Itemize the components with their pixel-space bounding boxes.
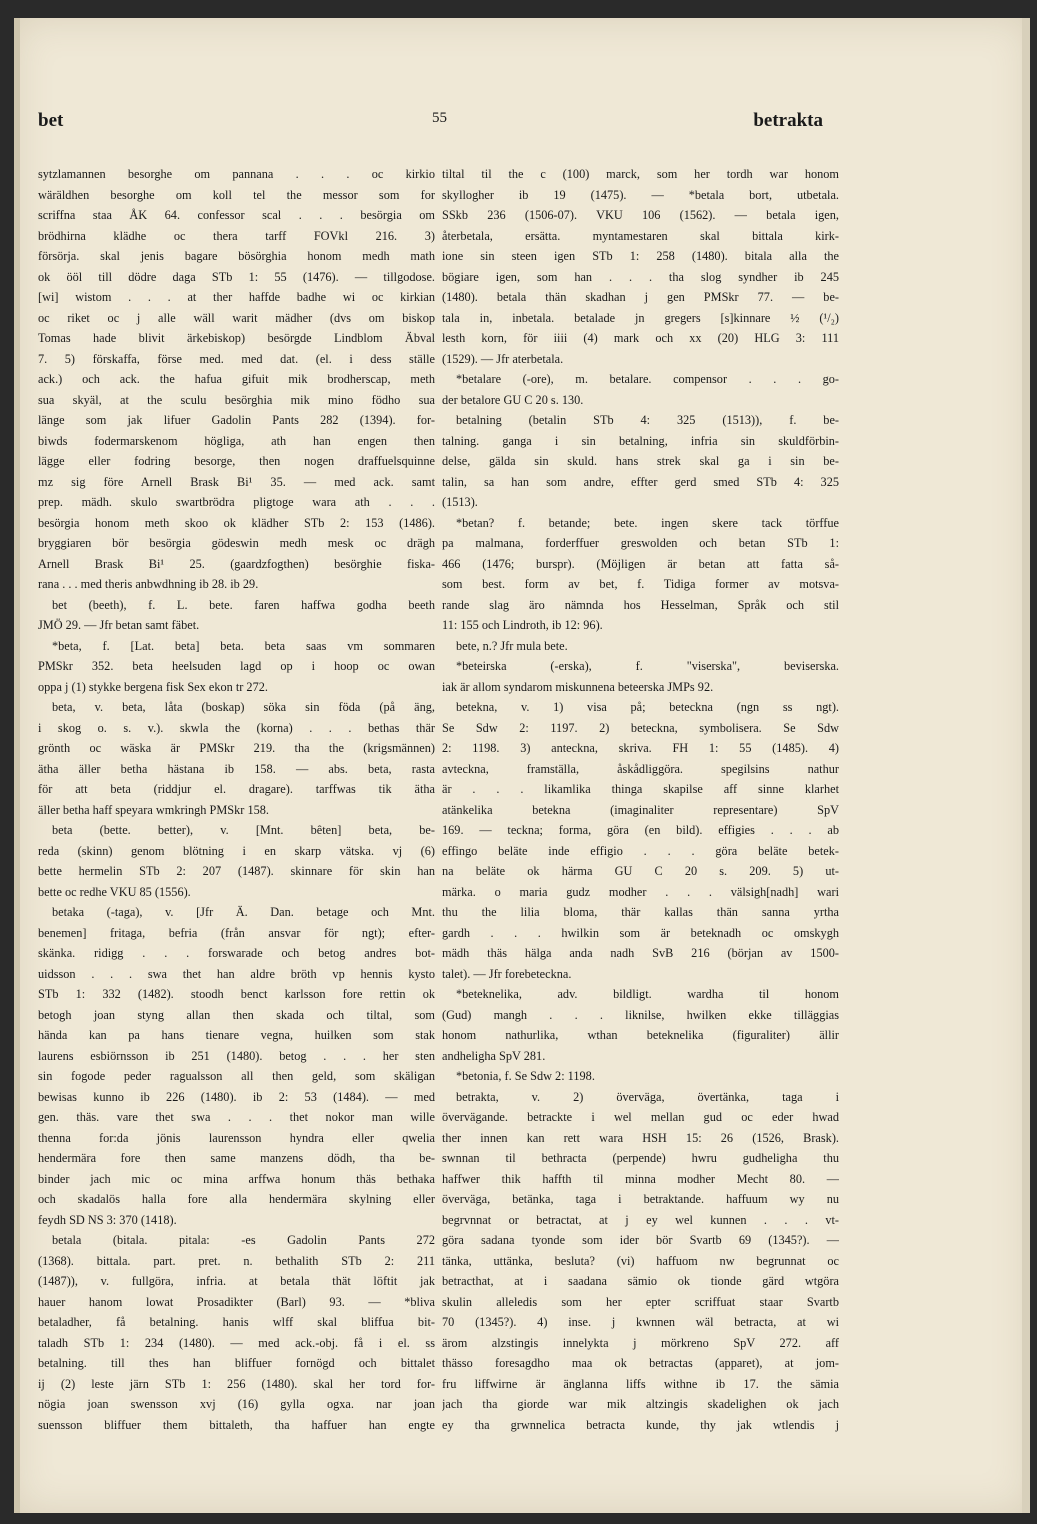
- text-line: göra sadana tyonde som ider bör Svartb 69 (1345?). —: [442, 1233, 839, 1247]
- text-line: tänka, uttänka, besluta? (vi) haffuom nw begrunnat oc: [442, 1253, 839, 1268]
- text-line: thu the lilia bloma, thär kallas thän sanna yrtha: [442, 905, 839, 919]
- text-line: pa malmana, forderffuer greswolden och betan STb 1:: [442, 536, 839, 550]
- text-line: atänkelika betekna (imaginaliter representare) SpV: [442, 802, 839, 817]
- text-line: sytzlamannen besorghe om pannana . . . oc kirkio: [38, 167, 435, 181]
- text-line: andheligha SpV 281.: [442, 1048, 546, 1063]
- text-line: wäräldhen besorghe om koll tel the messor som for: [38, 187, 435, 202]
- text-line: ack.) och ack. the hafua gifuit mik brodherscap, meth: [38, 372, 435, 386]
- text-line: honom nathurlika, wthan beteknelika (figuraliter) ällir: [442, 1028, 839, 1042]
- text-line: grönth oc wäska är PMSkr 219. tha the (krigsmännen): [38, 741, 435, 755]
- text-line: tala in, inbetala. betalade jn gregers [s]kinnare ½ (¹/₂): [442, 310, 839, 325]
- text-line: thässo foresagdho maa ok betractas (apparet), at jom-: [442, 1356, 839, 1370]
- text-line: PMSkr 352. beta heelsuden lagd op i hoop oc owan: [38, 659, 435, 673]
- text-line: sua skyäl, at the sculu besörghia mik mino födho sua: [38, 392, 435, 407]
- text-line: hauer hanom lowat Prosadikter (Barl) 93. — *bliva: [38, 1294, 435, 1309]
- text-line: bewisas kunno ib 226 (1480). ib 2: 53 (1484). — med: [38, 1089, 435, 1104]
- text-line: Tomas hade blivit ärkebiskop) besörgde Lindblom Äbval: [38, 331, 435, 345]
- text-line: 11: 155 och Lindroth, ib 12: 96).: [442, 618, 603, 632]
- text-line: nögia joan swensson xvj (16) gylla ogxa. nar joan: [38, 1397, 435, 1411]
- text-line: Se Sdw 2: 1197. 2) beteckna, symbolisera. Se Sdw: [442, 720, 839, 735]
- text-line: ey tha grwnnelica betracta kunde, thy jak wtlendis j: [442, 1417, 839, 1432]
- text-line: begrvnnat or betractat, at j ey wel kunnen . . . vt-: [442, 1212, 839, 1227]
- text-line: bete, n.? Jfr mula bete.: [456, 638, 568, 653]
- text-line: binder jach mic oc mina arffwa honum thäs bethaka: [38, 1171, 435, 1186]
- text-line: skulin alleledis som her epter scriffuat staar Svartb: [442, 1294, 839, 1309]
- text-line: betaladher, få betalning. hanis wlff skal bliffua bit-: [38, 1315, 435, 1329]
- text-line: oppa j (1) stykke bergena fisk Sex ekon tr 272.: [38, 679, 268, 694]
- text-line: haffwer thik haffth til minna modher Mecht 80. —: [442, 1171, 839, 1186]
- text-line: är . . . likamlika thinga skapilse aff sinne klarhet: [442, 782, 839, 796]
- right-column: [442, 164, 839, 1524]
- running-header: [38, 110, 823, 140]
- text-line: uidsson . . . swa thet han aldre bröth vp hennis kysto: [38, 966, 435, 981]
- text-line: ther innen kan rett wara HSH 15: 26 (1526, Brask).: [442, 1130, 839, 1145]
- text-line: överväga, betänka, taga i betraktande. haffuum wy nu: [442, 1192, 839, 1206]
- text-line: laurens esbiörnsson ib 251 (1480). betog . . . her sten: [38, 1048, 435, 1063]
- text-line: na beläte ok härma GU C 20 s. 209. 5) ut-: [442, 864, 839, 878]
- text-line: skyllogher ib 19 (1475). — *betala bort, utbetala.: [442, 187, 839, 202]
- text-line: talin, sa han som andre, effter gerd smed STb 4: 325: [442, 474, 839, 489]
- text-line: hendermära fore then same manzens dödh, tha be-: [38, 1151, 435, 1165]
- dictionary-page: [14, 18, 1030, 1513]
- text-line: i skog o. s. v.). skwla the (korna) . . . bethas thär: [38, 720, 435, 735]
- text-line: ätha äller betha hästana ib 158. — abs. beta, rasta: [38, 761, 435, 776]
- binding-edge: [14, 18, 20, 1513]
- text-line: beta, v. beta, låta (boskap) söka sin föda (på äng,: [52, 700, 435, 714]
- header-left-word: bet: [38, 110, 64, 131]
- text-line: Arnell Brask Bi¹ 25. (gaardzfogthen) besörghie fiska-: [38, 556, 435, 571]
- header-right-word: betrakta: [753, 110, 823, 131]
- text-line: gen. thäs. vare thet swa . . . thet nokor man wille: [38, 1110, 435, 1124]
- text-line: besörgia honom meth skoo ok klädher STb 2: 153 (1486).: [38, 515, 435, 530]
- text-line: *betalare (-ore), m. betalare. compensor . . . go-: [456, 372, 839, 386]
- text-line: JMÖ 29. — Jfr betan samt fäbet.: [38, 618, 200, 632]
- text-line: för att beta (riddjur el. dragare). tarffwas tik ätha: [38, 782, 435, 796]
- text-line: bögiare igen, som han . . . tha slog syndher ib 245: [442, 269, 839, 284]
- text-line: sin fogode peder ragualsson all then geld, som skäligan: [38, 1069, 435, 1083]
- text-line: *betan? f. betande; bete. ingen skere tack törffue: [456, 515, 839, 530]
- text-line: *beta, f. [Lat. beta] beta. beta saas vm sommaren: [52, 638, 435, 653]
- text-line: betrakta, v. 2) överväga, övertänka, taga i: [456, 1089, 839, 1104]
- text-line: betala (bitala. pitala: -es Gadolin Pants 272: [52, 1233, 435, 1247]
- text-line: avteckna, framställa, åskådliggöra. spegilsins nathur: [442, 761, 839, 776]
- text-line: delse, gälda sin skuld. hans strek skal ga i sin be-: [442, 454, 839, 468]
- text-line: ärom alzstingis innelykta j mörkreno SpV 272. aff: [442, 1335, 839, 1350]
- text-line: (Gud) mangh . . . liknilse, hwilken ekke tilläggias: [442, 1007, 839, 1022]
- text-line: 169. — teckna; forma, göra (en bild). effigies . . . ab: [442, 823, 839, 837]
- text-line: *betonia, f. Se Sdw 2: 1198.: [456, 1069, 595, 1083]
- text-line: rande slag äro nämnda hos Hesselman, Språk och stil: [442, 597, 839, 612]
- text-line: fru liffwirne är änglanna liffs withne ib 17. the sämia: [442, 1376, 839, 1391]
- text-line: gardh . . . hwilkin som är beteknadh oc omskygh: [442, 925, 839, 940]
- page-number: 55: [432, 110, 447, 126]
- text-line: äller betha haff speyara wmkringh PMSkr 158.: [38, 802, 269, 817]
- text-line: övervägande. betrackte i wel mellan gud oc eder hwad: [442, 1110, 839, 1124]
- text-line: scriffna staa ÅK 64. confessor scal . . . besörgia om: [38, 208, 435, 222]
- text-line: *beteknelika, adv. bildligt. wardha til honom: [456, 987, 839, 1001]
- text-line: betalning (betalin STb 4: 325 (1513)), f. be-: [456, 413, 839, 427]
- text-line: bette hermelin STb 2: 207 (1487). skinnare för skin han: [38, 864, 435, 878]
- text-line: bet (beeth), f. L. bete. faren haffwa godha beeth: [52, 597, 435, 612]
- text-line: reda (skinn) genom blötning i en skarp vätska. vj (6): [38, 843, 435, 858]
- text-line: der betalore GU C 20 s. 130.: [442, 392, 584, 407]
- text-line: 2: 1198. 3) anteckna, skriva. FH 1: 55 (1485). 4): [442, 741, 839, 755]
- page-edge: [1022, 18, 1030, 1513]
- text-line: rana . . . med theris anbwdhning ib 28. ib 29.: [38, 577, 259, 591]
- text-line: märka. o maria gudz modher . . . välsigh[nadh] wari: [442, 884, 839, 899]
- text-line: benemen] fritaga, befria (från ansvar för ngt); efter-: [38, 925, 435, 940]
- text-line: (1487)), v. fullgöra, infria. at betala thät löftit jak: [38, 1274, 435, 1288]
- text-line: bryggiaren bör besörgia gödeswin medh mesk oc drägh: [38, 536, 435, 550]
- text-line: betekna, v. 1) visa på; beteckna (ngn ss ngt).: [456, 700, 839, 714]
- text-line: effingo beläte inde effigio . . . göra beläte betek-: [442, 843, 839, 858]
- text-line: återbetala, ersätta. myntamestaren skal bittala kirk-: [442, 228, 839, 243]
- text-line: (1480). betala thän skadhan j gen PMSkr 77. — be-: [442, 290, 839, 304]
- text-line: ij (2) leste järn STb 1: 256 (1480). skal her tord for-: [38, 1376, 435, 1391]
- text-line: 466 (1476; burspr). (Möjligen är betan att fatta så-: [442, 556, 839, 571]
- text-line: iak är allom syndarom miskunnena beteerska JMPs 92.: [442, 679, 714, 694]
- text-line: tiltal til the c (100) marck, som her tordh war honom: [442, 167, 839, 181]
- text-line: talet). — Jfr forebeteckna.: [442, 966, 572, 981]
- text-line: hända kan pa hans tienare vegna, huilken som stak: [38, 1028, 435, 1042]
- text-line: (1368). bittala. part. pret. n. bethalith STb 2: 211: [38, 1253, 435, 1268]
- text-line: oc riket oc j alle wäll warit mädher (dvs om biskop: [38, 310, 435, 325]
- text-line: mz sig före Arnell Brask Bi¹ 35. — med ack. samt: [38, 474, 435, 489]
- text-line: 7. 5) förskaffa, förse med. med dat. (el. i dess ställe: [38, 351, 435, 366]
- text-line: swnnan til bethracta (perpende) hwru gudheligha thu: [442, 1151, 839, 1165]
- text-line: talning. ganga i sin betalning, infria sin skuldförbin-: [442, 433, 839, 448]
- text-line: feydh SD NS 3: 370 (1418).: [38, 1212, 177, 1227]
- text-line: länge som jak lifuer Gadolin Pants 282 (1394). for-: [38, 413, 435, 427]
- text-line: (1529). — Jfr aterbetala.: [442, 351, 564, 366]
- text-line: thenna for:da jönis laurensson hyndra eller qwelia: [38, 1130, 435, 1145]
- text-line: beta (bette. better), v. [Mnt. bêten] beta, be-: [52, 823, 435, 837]
- text-line: (1513).: [442, 495, 478, 509]
- text-line: betaka (-taga), v. [Jfr Ä. Dan. betage och Mnt.: [52, 905, 435, 919]
- text-line: mädh thäs hälga anda nadh SvB 216 (början av 1500-: [442, 946, 839, 960]
- text-line: betracthat, at i saadana sämio ok tionde gärd wtgöra: [442, 1274, 839, 1288]
- text-line: biwds fodermarskenom högliga, ath han engen then: [38, 433, 435, 448]
- text-line: jach tha giorde war mik altzingis skadelighen ok jach: [442, 1397, 839, 1411]
- text-line: lesth korn, för iiii (4) mark och xx (20) HLG 3: 111: [442, 331, 839, 345]
- text-line: suensson bliffuer them bittaleth, tha haffuer han engte: [38, 1417, 435, 1432]
- text-line: 70 (1345?). 4) inse. j kwnnen wäl betracta, at wi: [442, 1315, 839, 1329]
- text-line: ione sin steen igen STb 1: 258 (1480). bitala alla the: [442, 249, 839, 263]
- text-line: försörja. skal jenis bagare bösörghia honom medh math: [38, 249, 435, 263]
- text-line: som best. form av bet, f. Tidiga former av motsva-: [442, 577, 839, 591]
- text-line: taladh STb 1: 234 (1480). — med ack.-obj. få i el. ss: [38, 1335, 435, 1350]
- text-line: *beteirska (-erska), f. "viserska", beviserska.: [456, 659, 839, 673]
- text-line: ok ööl till dödre daga STb 1: 55 (1476). — tillgodose.: [38, 269, 435, 284]
- text-line: betogh joan styng allan then skada och tiltal, som: [38, 1007, 435, 1022]
- text-line: och skadalös halla fore alla hendermära skylning eller: [38, 1192, 435, 1206]
- left-column: [38, 164, 435, 1524]
- text-line: prep. mädh. skulo swartbrödra pligtoge wara ath . . .: [38, 495, 435, 509]
- text-line: SSkb 236 (1506-07). VKU 106 (1562). — betala igen,: [442, 208, 839, 222]
- text-line: [wi] wistom . . . at ther haffde badhe wi oc kirkian: [38, 290, 435, 304]
- text-line: bette oc redhe VKU 85 (1556).: [38, 884, 191, 899]
- text-line: skänka. ridigg . . . forswarade och betog andres bot-: [38, 946, 435, 960]
- text-line: brödhirna klädhe oc thera tarff FOVkl 216. 3): [38, 228, 435, 243]
- text-line: lägge eller fodring besorge, then nogen draffuelsquinne: [38, 454, 435, 468]
- text-line: STb 1: 332 (1482). stoodh benct karlsson fore rettin ok: [38, 987, 435, 1001]
- text-line: betalning. till thes han bliffuer fornögd och bittalet: [38, 1356, 435, 1370]
